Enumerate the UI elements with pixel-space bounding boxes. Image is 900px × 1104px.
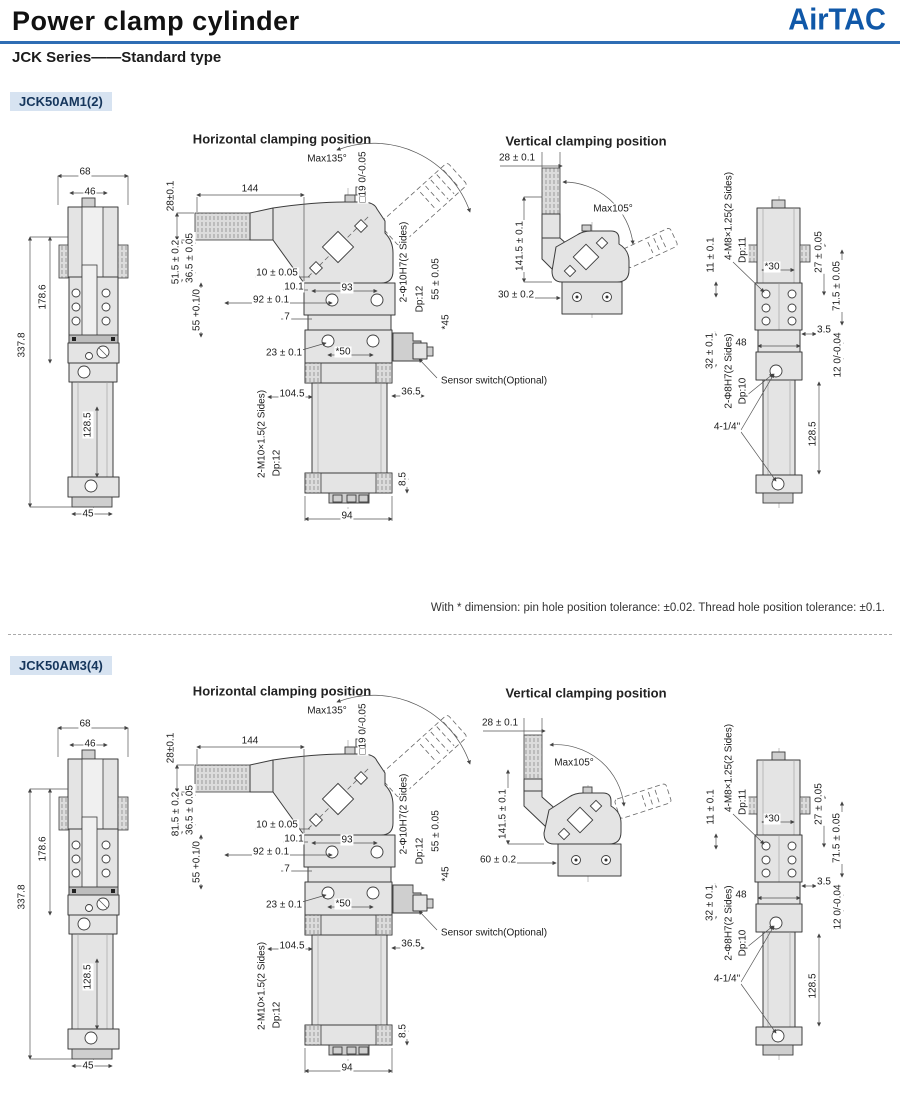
dim-label: 36.5 ± 0.05 — [184, 785, 196, 835]
dim-label: 55 ± 0.05 — [430, 810, 442, 852]
dim-label: 27 ± 0.05 — [813, 231, 825, 273]
horizontal-clamping-title: Horizontal clamping position — [192, 131, 372, 147]
dim-label: 81.5 ± 0.2 — [170, 791, 182, 837]
dim-label: 48 — [735, 889, 747, 901]
dim-label: 8.5 — [397, 472, 409, 486]
dim-label: 178.6 — [37, 836, 49, 862]
dim-label: 104.5 — [279, 940, 305, 952]
dim-label: 337.8 — [16, 884, 28, 910]
dim-label: 92 ± 0.1 — [252, 846, 290, 858]
dim-label: 28±0.1 — [165, 732, 177, 764]
vertical-clamping-title: Vertical clamping position — [505, 685, 667, 701]
dim-label: *45 — [440, 314, 452, 330]
dim-label: Dp:11 — [737, 789, 749, 815]
dim-label: 36.5 ± 0.05 — [184, 233, 196, 283]
dim-label: 2-Φ10H7(2 Sides) — [398, 773, 410, 855]
dim-label: 2-Φ8H7(2 Sides) — [723, 333, 735, 409]
dim-label: □19 0/-0.05 — [357, 703, 369, 755]
dim-label: 12 0/-0.04 — [832, 884, 844, 930]
dim-label: 55 ± 0.05 — [430, 258, 442, 300]
dim-label: 71.5 ± 0.05 — [831, 813, 843, 863]
dim-label: □19 0/-0.05 — [357, 151, 369, 203]
dim-label: Sensor switch(Optional) — [440, 927, 548, 939]
dim-label: 8.5 — [397, 1024, 409, 1038]
dim-label: 55 +0.1/0 — [191, 841, 203, 883]
dim-label: 2-Φ8H7(2 Sides) — [723, 885, 735, 961]
dim-label: 7 — [284, 311, 290, 323]
dim-label: 46 — [84, 738, 96, 750]
dim-label: 178.6 — [37, 284, 49, 310]
dim-label: 32 ± 0.1 — [704, 884, 716, 922]
dim-label: 12 0/-0.04 — [832, 332, 844, 378]
dim-label: 68 — [79, 166, 91, 178]
dim-label: 104.5 — [279, 388, 305, 400]
dim-label: Dp:12 — [271, 1001, 283, 1029]
dim-label: 4-1/4" — [713, 421, 741, 433]
dim-label: Dp:10 — [737, 377, 749, 405]
dim-label: Dp:12 — [271, 449, 283, 477]
dim-label: 28 ± 0.1 — [498, 152, 536, 164]
dim-label: 11 ± 0.1 — [705, 237, 717, 273]
dim-label: 141.5 ± 0.1 — [497, 789, 509, 839]
dim-label: 92 ± 0.1 — [252, 294, 290, 306]
dim-label: 128.5 — [807, 973, 819, 999]
dim-label: 337.8 — [16, 332, 28, 358]
airtac-logo: AirTAC — [788, 3, 886, 37]
dim-label: 7 — [284, 863, 290, 875]
dim-label: 36.5 — [401, 938, 421, 950]
dim-label: 10.1 — [284, 833, 304, 845]
dim-label: 23 ± 0.1 — [265, 899, 303, 911]
dim-label: 2-Φ10H7(2 Sides) — [398, 221, 410, 303]
dim-label: *45 — [440, 866, 452, 882]
dim-label: *50 — [335, 346, 351, 358]
dim-label: 4-1/4" — [713, 973, 741, 985]
dim-label: Dp:11 — [737, 237, 749, 263]
dim-label: Max135° — [307, 705, 347, 717]
dim-label: *30 — [764, 261, 780, 273]
dim-label: 144 — [241, 735, 259, 747]
series-subtitle: JCK Series——Standard type — [12, 49, 222, 66]
dim-label: 60 ± 0.2 — [479, 854, 517, 866]
tolerance-note: With * dimension: pin hole position tolerance: ±0.02. Thread hole position tolerance: ±0.1. — [430, 602, 885, 614]
dim-label: 30 ± 0.2 — [497, 289, 535, 301]
dim-label: 141.5 ± 0.1 — [514, 221, 526, 271]
dim-label: 23 ± 0.1 — [265, 347, 303, 359]
dim-label: 10 ± 0.05 — [256, 819, 298, 831]
dim-label: 4-M8×1.25(2 Sides) — [723, 171, 735, 261]
dim-label: 55 +0.1/0 — [191, 289, 203, 331]
dim-label: 128.5 — [807, 421, 819, 447]
horizontal-clamping-title: Horizontal clamping position — [192, 683, 372, 699]
dim-label: 51.5 ± 0.2 — [170, 239, 182, 285]
dim-label: 45 — [82, 1060, 94, 1072]
dim-label: 128.5 — [82, 964, 94, 990]
dim-label: *30 — [764, 813, 780, 825]
model-badge: JCK50AM1(2) — [10, 92, 112, 111]
dim-label: 2-M10×1.5(2 Sides) — [256, 389, 268, 479]
dim-label: 36.5 — [401, 386, 421, 398]
dim-label: 27 ± 0.05 — [813, 783, 825, 825]
dim-label: 128.5 — [82, 412, 94, 438]
dim-label: 28 ± 0.1 — [481, 717, 519, 729]
dim-label: 71.5 ± 0.05 — [831, 261, 843, 311]
dim-label: 68 — [79, 718, 91, 730]
dim-label: *50 — [335, 898, 351, 910]
page-title: Power clamp cylinder — [12, 6, 300, 36]
dim-label: Sensor switch(Optional) — [440, 375, 548, 387]
dim-label: 28±0.1 — [165, 180, 177, 212]
dim-label: 10 ± 0.05 — [256, 267, 298, 279]
dim-label: 3.5 — [817, 876, 831, 888]
section-divider — [8, 634, 892, 635]
dim-label: Dp:10 — [737, 929, 749, 957]
dim-label: 94 — [341, 510, 353, 522]
dim-label: Dp:12 — [414, 285, 426, 313]
dim-label: 11 ± 0.1 — [705, 789, 717, 825]
dim-label: 48 — [735, 337, 747, 349]
dim-label: Max105° — [593, 203, 633, 215]
model-badge: JCK50AM3(4) — [10, 656, 112, 675]
dim-label: 93 — [341, 282, 353, 294]
dim-label: Max105° — [554, 757, 594, 769]
dim-label: 93 — [341, 834, 353, 846]
dim-label: 3.5 — [817, 324, 831, 336]
dim-label: 32 ± 0.1 — [704, 332, 716, 370]
dim-label: 144 — [241, 183, 259, 195]
vertical-clamping-title: Vertical clamping position — [505, 133, 667, 149]
dim-label: 10.1 — [284, 281, 304, 293]
dim-label: Dp:12 — [414, 837, 426, 865]
dim-label: 94 — [341, 1062, 353, 1074]
dim-label: 45 — [82, 508, 94, 520]
dim-label: 4-M8×1.25(2 Sides) — [723, 723, 735, 813]
dim-label: 2-M10×1.5(2 Sides) — [256, 941, 268, 1031]
dim-label: Max135° — [307, 153, 347, 165]
dim-label: 46 — [84, 186, 96, 198]
